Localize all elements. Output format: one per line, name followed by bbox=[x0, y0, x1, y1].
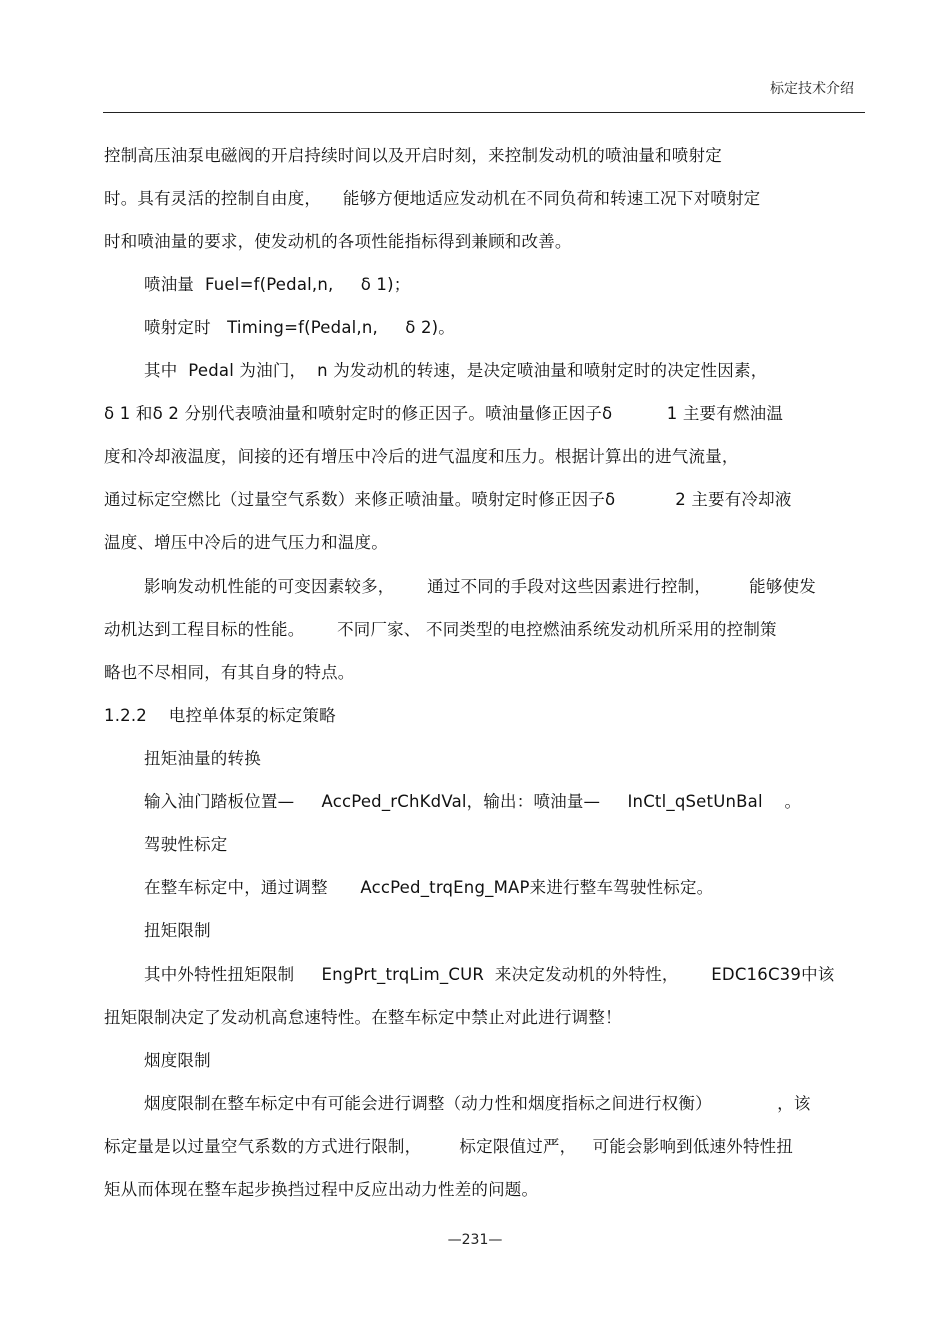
subheading: 扭矩限制 bbox=[144, 921, 211, 940]
subheading: 驾驶性标定 bbox=[144, 835, 228, 854]
formula-fuel: 喷油量 Fuel=f(Pedal,n, δ 1)； bbox=[144, 275, 411, 294]
body-line: 在整车标定中，通过调整 AccPed_trqEng_MAP来进行整车驾驶性标定。 bbox=[144, 878, 714, 897]
formula-timing: 喷射定时 Timing=f(Pedal,n, δ 2)。 bbox=[144, 318, 455, 337]
body-line: 时和喷油量的要求，使发动机的各项性能指标得到兼顾和改善。 bbox=[104, 232, 572, 251]
body-line: 度和冷却液温度，间接的还有增压中冷后的进气温度和压力。根据计算出的进气流量， bbox=[104, 447, 739, 466]
body-line: δ 1 和δ 2 分别代表喷油量和喷射定时的修正因子。喷油量修正因子δ 1 主要有燃油温 bbox=[104, 404, 784, 423]
running-header: 标定技术介绍 bbox=[770, 81, 854, 97]
body-line: 时。具有灵活的控制自由度， 能够方便地适应发动机在不同负荷和转速工况下对喷射定 bbox=[104, 189, 761, 208]
page-number: —231— bbox=[447, 1232, 503, 1248]
body-line: 标定量是以过量空气系数的方式进行限制， 标定限值过严， 可能会影响到低速外特性扭 bbox=[104, 1137, 794, 1156]
body-line: 烟度限制在整车标定中有可能会进行调整（动力性和烟度指标之间进行权衡） ，该 bbox=[144, 1094, 811, 1113]
body-line: 输入油门踏板位置— AccPed_rChKdVal，输出：喷油量— InCtl_qSetUnBal 。 bbox=[144, 792, 802, 811]
body-line: 控制高压油泵电磁阀的开启持续时间以及开启时刻，来控制发动机的喷油量和喷射定 bbox=[104, 146, 722, 165]
body-line: 其中 Pedal 为油门， n 为发动机的转速，是决定喷油量和喷射定时的决定性因素， bbox=[144, 361, 768, 380]
body-line: 其中外特性扭矩限制 EngPrt_trqLim_CUR 来决定发动机的外特性， EDC16C39中该 bbox=[144, 965, 835, 984]
body-line: 影响发动机性能的可变因素较多， 通过不同的手段对这些因素进行控制， 能够使发 bbox=[144, 577, 816, 596]
section-heading: 1.2.2 电控单体泵的标定策略 bbox=[104, 706, 336, 725]
body-line: 通过标定空燃比（过量空气系数）来修正喷油量。喷射定时修正因子δ 2 主要有冷却液 bbox=[104, 490, 792, 509]
body-line: 矩从而体现在整车起步换挡过程中反应出动力性差的问题。 bbox=[104, 1180, 539, 1199]
body-line: 温度、增压中冷后的进气压力和温度。 bbox=[104, 533, 388, 552]
subheading: 烟度限制 bbox=[144, 1051, 211, 1070]
body-line: 扭矩限制决定了发动机高怠速特性。在整车标定中禁止对此进行调整！ bbox=[104, 1008, 622, 1027]
body-line: 略也不尽相同，有其自身的特点。 bbox=[104, 663, 355, 682]
header-divider bbox=[103, 112, 865, 113]
body-line: 动机达到工程目标的性能。 不同厂家、 不同类型的电控燃油系统发动机所采用的控制策 bbox=[104, 620, 777, 639]
subheading: 扭矩油量的转换 bbox=[144, 749, 261, 768]
